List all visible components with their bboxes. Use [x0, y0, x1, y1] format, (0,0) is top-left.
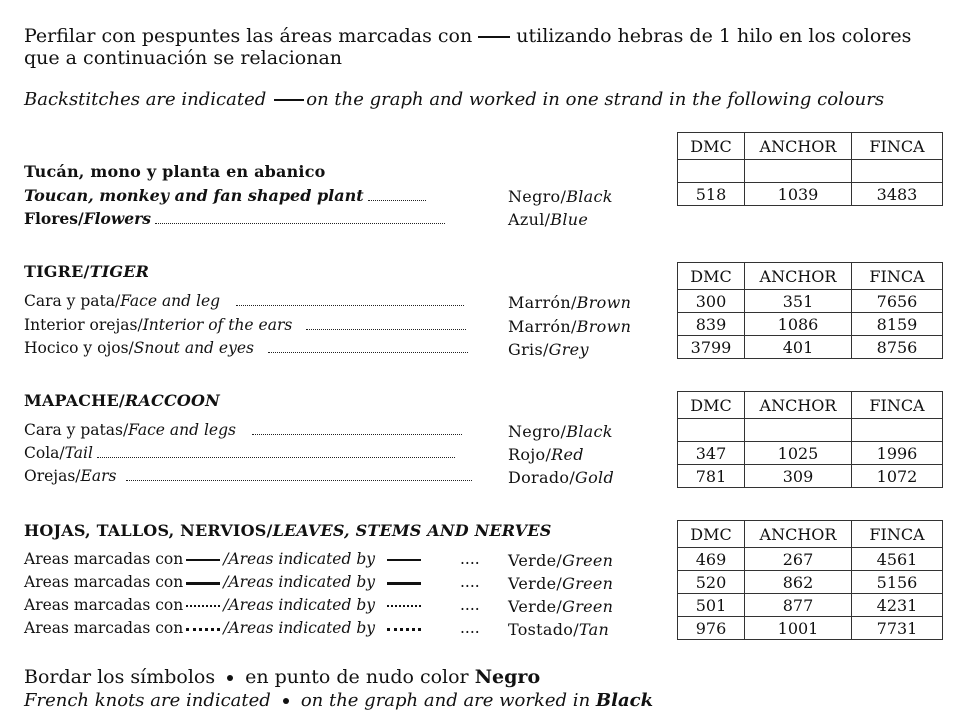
section-row: Toucan, monkey and fan shaped plant: [24, 186, 430, 205]
table-cell: 5156: [852, 571, 943, 594]
section-row: Orejas/Ears: [24, 467, 476, 485]
thread-color: Verde/Green: [508, 597, 614, 616]
dotted-line-sample: [186, 605, 220, 607]
table-cell: 347: [678, 442, 745, 465]
table-cell: 1025: [745, 442, 852, 465]
thread-color: Dorado/Gold: [508, 468, 614, 487]
thread-color: Gris/Grey: [508, 340, 589, 359]
table-cell: [852, 160, 943, 183]
section-title-raccoon: MAPACHE/RACCOON: [24, 391, 220, 410]
table-cell: 8756: [852, 336, 943, 359]
table-cell: 267: [745, 548, 852, 571]
french-knot-symbol: [283, 698, 289, 704]
table-cell: [745, 160, 852, 183]
table-cell: [852, 419, 943, 442]
ellipsis: ....: [460, 619, 480, 637]
footer-es: Bordar los símbolos en punto de nudo color Negro: [24, 666, 541, 688]
section-row: Areas marcadas con /Areas indicated by: [24, 619, 424, 637]
table-cell: 401: [745, 336, 852, 359]
backstitch-line-sample: [274, 99, 304, 101]
thread-color: Tostado/Tan: [508, 620, 610, 639]
table-cell: 976: [678, 617, 745, 640]
section-row: Areas marcadas con /Areas indicated by: [24, 596, 424, 614]
table-cell: 1072: [852, 465, 943, 488]
thread-color: Negro/Black: [508, 187, 613, 206]
bold-line-sample: [387, 582, 421, 585]
solid-line-sample: [186, 559, 220, 561]
section-row: Areas marcadas con /Areas indicated by: [24, 573, 424, 591]
table-cell: [678, 419, 745, 442]
table-cell: 4231: [852, 594, 943, 617]
table-cell: 4561: [852, 548, 943, 571]
thick-dotted-line-sample: [186, 628, 220, 631]
table-cell: 469: [678, 548, 745, 571]
backstitch-line-sample: [478, 36, 510, 38]
section-title-leaves: HOJAS, TALLOS, NERVIOS/LEAVES, STEMS AND NERVES: [24, 521, 552, 540]
table-cell: 3799: [678, 336, 745, 359]
thread-color: Rojo/Red: [508, 445, 584, 464]
thread-color: Verde/Green: [508, 551, 614, 570]
table-cell: 7731: [852, 617, 943, 640]
ellipsis: ....: [460, 550, 480, 568]
section-row: Cara y pata/Face and leg: [24, 292, 468, 310]
solid-line-sample: [387, 559, 421, 561]
header-finca: FINCA: [852, 263, 943, 290]
header-dmc: DMC: [678, 521, 745, 548]
table-cell: 300: [678, 290, 745, 313]
section-row: Cola/Tail: [24, 444, 459, 462]
intro-en: Backstitches are indicated on the graph and worked in one strand in the following colours: [24, 89, 885, 110]
color-table: [677, 391, 943, 488]
ellipsis: ....: [460, 573, 480, 591]
thread-color: Marrón/Brown: [508, 317, 632, 336]
table-cell: 877: [745, 594, 852, 617]
footer-en: French knots are indicated on the graph and are worked in Black: [24, 690, 654, 711]
table-cell: 1039: [745, 183, 852, 206]
color-table: [677, 132, 943, 206]
header-dmc: DMC: [678, 133, 745, 160]
header-anchor: ANCHOR: [745, 263, 852, 290]
intro-es-line2: que a continuación se relacionan: [24, 47, 343, 69]
header-finca: FINCA: [852, 521, 943, 548]
table-cell: 781: [678, 465, 745, 488]
french-knot-symbol: [227, 675, 233, 681]
table-cell: 862: [745, 571, 852, 594]
header-dmc: DMC: [678, 392, 745, 419]
table-cell: [745, 419, 852, 442]
thick-dotted-line-sample: [387, 628, 421, 631]
color-table: [677, 262, 943, 359]
header-dmc: DMC: [678, 263, 745, 290]
header-anchor: ANCHOR: [745, 133, 852, 160]
section-row: Areas marcadas con /Areas indicated by: [24, 550, 424, 568]
section-row: Hocico y ojos/Snout and eyes: [24, 339, 472, 357]
section-row: Interior orejas/Interior of the ears: [24, 316, 470, 334]
section-row: Flores/Flowers: [24, 209, 449, 228]
section-title-tiger: TIGRE/TIGER: [24, 262, 150, 281]
thread-color: Verde/Green: [508, 574, 614, 593]
table-cell: 309: [745, 465, 852, 488]
table-cell: 1001: [745, 617, 852, 640]
ellipsis: ....: [460, 596, 480, 614]
intro-es-line1: Perfilar con pespuntes las áreas marcadas con utilizando hebras de 1 hilo en los colores: [24, 25, 912, 47]
thread-color: Negro/Black: [508, 422, 613, 441]
section-row: Cara y patas/Face and legs: [24, 421, 466, 439]
table-cell: 520: [678, 571, 745, 594]
header-anchor: ANCHOR: [745, 521, 852, 548]
table-cell: 1086: [745, 313, 852, 336]
table-cell: 8159: [852, 313, 943, 336]
bold-line-sample: [186, 582, 220, 585]
header-finca: FINCA: [852, 392, 943, 419]
header-finca: FINCA: [852, 133, 943, 160]
table-cell: 501: [678, 594, 745, 617]
table-cell: 518: [678, 183, 745, 206]
table-cell: [678, 160, 745, 183]
section-title-toucan: Tucán, mono y planta en abanico: [24, 162, 326, 181]
table-cell: 7656: [852, 290, 943, 313]
table-cell: 351: [745, 290, 852, 313]
dotted-line-sample: [387, 605, 421, 607]
thread-color: Azul/Blue: [508, 210, 589, 229]
table-cell: 1996: [852, 442, 943, 465]
header-anchor: ANCHOR: [745, 392, 852, 419]
table-cell: 3483: [852, 183, 943, 206]
table-cell: 839: [678, 313, 745, 336]
thread-color: Marrón/Brown: [508, 293, 632, 312]
color-table: [677, 520, 943, 640]
